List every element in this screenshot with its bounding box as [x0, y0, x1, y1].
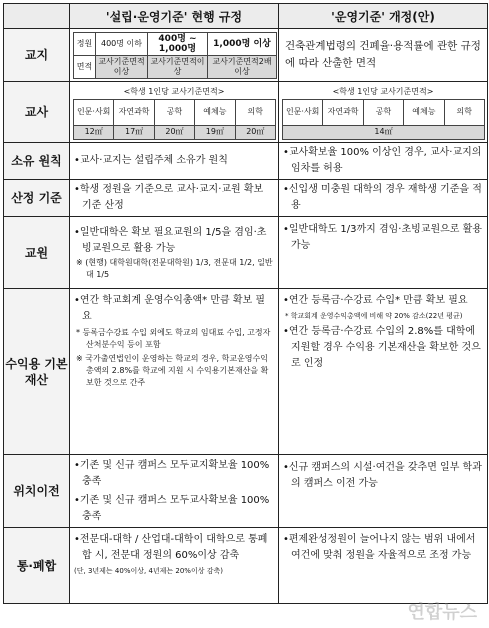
building-caption-current: <학생 1인당 교사기준면적>: [123, 86, 225, 96]
corner-cell: [4, 4, 70, 29]
row-building: [4, 82, 488, 143]
row-label-site: 교지: [4, 29, 70, 82]
assets-current-note2: ※ 국가출연법인이 운영하는 학교의 경우, 학교운영수익 총액의 2.8%를 학교에 지원 시 수익용기본재산을 확보한 것으로 간주: [76, 354, 269, 387]
relocation-revised-text: •신규 캠퍼스의 시설·여건을 갖추면 일부 학과의 캠퍼스 이전 가능: [283, 462, 482, 489]
row-label-faculty: 교원: [4, 217, 70, 289]
row-label-assets: 수익용 기본재산: [4, 289, 70, 455]
faculty-current: [70, 217, 279, 289]
field-engineering: 공학: [154, 99, 194, 125]
field-humanities: 인문·사회: [74, 99, 114, 125]
header-current: '설립·운영기준' 현행 규정: [70, 4, 279, 29]
relocation-current-text: •기존 및 신규 캠퍼스 모두교지확보율 100% 충족: [74, 459, 270, 487]
building-revised: [279, 82, 488, 143]
value-science: 17㎡: [114, 125, 154, 139]
calc-revised-text: •신입생 미충원 대학의 경우 재학생 기준을 적용: [283, 184, 482, 211]
merger-current: [70, 528, 279, 604]
field-medicine: 의학: [235, 99, 275, 125]
row-label-relocation: 위치이전: [4, 455, 70, 528]
assets-current-text: •연간 학교회계 운영수익총액* 만큼 확보 필요: [74, 295, 266, 322]
assets-revised-text: •연간 등록금·수강료 수입* 만큼 확보 필요: [283, 295, 468, 306]
value-engineering: 20㎡: [154, 125, 194, 139]
row-ownership: [4, 143, 488, 180]
site-area-2: 교사기준면적이상: [148, 55, 208, 78]
value-arts: 19㎡: [195, 125, 235, 139]
merger-current-text: •전문대-대학 / 산업대-대학이 대학으로 통폐합 시, 전문대 정원의 60%이상 감축: [74, 534, 268, 561]
field-arts: 예체능: [195, 99, 235, 125]
assets-current: [70, 289, 279, 455]
site-current: [70, 29, 279, 82]
faculty-current-note: ※ (현행) 대학원대학(전문대학원) 1/3, 전문대 1/2, 일반대 1/5: [76, 257, 273, 279]
rev-field-arts: 예체능: [404, 99, 444, 125]
faculty-current-text: •일반대학은 확보 필요교원의 1/5을 겸임·초빙교원으로 활용 가능: [74, 226, 267, 254]
rev-field-engineering: 공학: [363, 99, 403, 125]
watermark-logo: 연합뉴스: [407, 602, 477, 623]
header-revised: '운영기준' 개정(안): [279, 4, 488, 29]
building-current-table: [73, 99, 276, 140]
merger-current-note: (단, 3년제는 40%이상, 4년제는 20%이상 감축): [74, 567, 223, 575]
building-revised-table: [282, 99, 485, 140]
calc-revised: [279, 180, 488, 217]
rev-field-humanities: 인문·사회: [283, 99, 323, 125]
assets-revised-note: * 학교회계 운영수익총액에 비해 약 20% 감소(22년 평균): [285, 312, 463, 320]
row-label-ownership: 소유 원칙: [4, 143, 70, 180]
rev-field-medicine: 의학: [444, 99, 484, 125]
row-assets: [4, 289, 488, 455]
field-science: 자연과학: [114, 99, 154, 125]
row-label-building: 교사: [4, 82, 70, 143]
assets-current-note1: * 등록금수강료 수입 외에도 학교의 임대료 수입, 고정자산처분수익 등이 포함: [76, 328, 271, 349]
row-calc: [4, 180, 488, 217]
site-cap-3: 1,000명 이상: [208, 32, 277, 55]
assets-revised-text2: •연간 등록금·수강료 수입의 2.8%를 대학에 지원할 경우 수익용 기본재산을 확보한 것으로 인정: [283, 326, 481, 369]
row-relocation: [4, 455, 488, 528]
ownership-revised: [279, 143, 488, 180]
building-caption-revised: <학생 1인당 교사기준면적>: [332, 86, 434, 96]
row-label-merger: 통·폐합: [4, 528, 70, 604]
value-humanities: 12㎡: [74, 125, 114, 139]
site-cap-2: 400명 ~ 1,000명: [148, 32, 208, 55]
relocation-revised: [279, 455, 488, 528]
site-area-3: 교사기준면적2배이상: [208, 55, 277, 78]
ownership-current-text: •교사·교지는 설립주체 소유가 원칙: [74, 155, 228, 166]
site-capacity-table: [73, 32, 277, 79]
merger-revised-text: •편제완성정원이 늘어나지 않는 범위 내에서 여건에 맞춰 정원을 자율적으로 조정 가능: [283, 534, 476, 561]
faculty-revised-text: •일반대학도 1/3까지 겸임·초빙교원으로 활용 가능: [283, 224, 482, 251]
row-label-calc: 산정 기준: [4, 180, 70, 217]
row-faculty: [4, 217, 488, 289]
row-site: [4, 29, 488, 82]
value-medicine: 20㎡: [235, 125, 275, 139]
building-current: [70, 82, 279, 143]
merger-revised: [279, 528, 488, 604]
header-row: [4, 4, 488, 29]
assets-revised: [279, 289, 488, 455]
faculty-revised: [279, 217, 488, 289]
row-merger: [4, 528, 488, 604]
rev-field-science: 자연과학: [323, 99, 363, 125]
site-area-1: 교사기준면적이상: [96, 55, 148, 78]
site-row-label-capacity: 정원: [74, 32, 96, 55]
site-revised: 건축관계법령의 건폐율·용적률에 관한 규정에 따라 산출한 면적: [279, 29, 488, 82]
site-cap-1: 400명 이하: [96, 32, 148, 55]
calc-current-text: •학생 정원을 기준으로 교사·교지·교원 확보 기준 산정: [74, 184, 264, 211]
calc-current: [70, 180, 279, 217]
ownership-revised-text: •교사확보율 100% 이상인 경우, 교사·교지의 임차를 허용: [283, 147, 482, 174]
rev-value-all: 14㎡: [283, 125, 485, 139]
relocation-current: [70, 455, 279, 528]
relocation-current-text2: •기존 및 신규 캠퍼스 모두교사확보율 100% 충족: [74, 494, 270, 522]
comparison-table: [3, 3, 488, 604]
ownership-current: [70, 143, 279, 180]
site-row-label-area: 면적: [74, 55, 96, 78]
